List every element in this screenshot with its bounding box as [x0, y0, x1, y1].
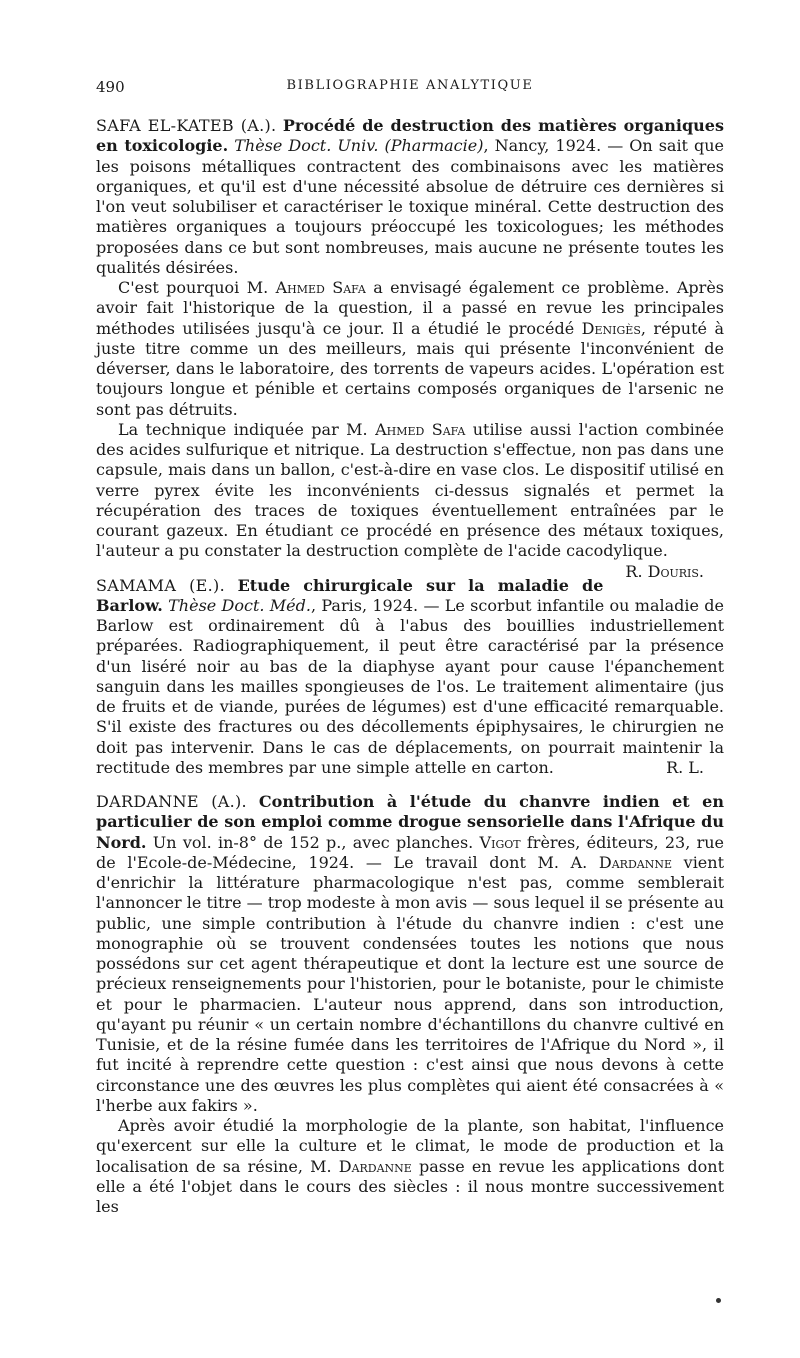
entry-title: Etude chirurgicale sur la maladie de Barlow.	[96, 575, 604, 615]
ink-dot	[716, 1298, 721, 1303]
review-entry	[96, 792, 724, 1217]
signature-initial: R.	[625, 561, 648, 581]
reviewer-signature: R. L.	[666, 757, 704, 777]
entry-text: La technique indiquée par M.	[118, 419, 376, 439]
page-number: 490	[96, 78, 125, 96]
entry-citation: Thèse Doct. Univ. (Pharmacie)	[234, 136, 484, 156]
running-head	[96, 78, 724, 104]
entry-paragraph	[96, 1116, 724, 1217]
entry-text: passe en revue les applications dont elle a été l'objet dans le cours des siècles : il nous montre successivement les	[96, 1156, 725, 1216]
entry-text: utilise aussi l'action combinée des acides sulfurique et nitrique. La destruction s'effectue, non pas dans une capsule, mais dans un ballon, c'est-à-dire en vase clos. Le dispositif utilisé en verre pyrex évite les inconvénients ci-dessus signalés et permet la récupération des traces de toxiques éventuellement entraînées par le courant gazeux. En étudiant ce procédé en présence des métaux toxiques, l'auteur a pu constater la destruction complète de l'acide cacodylique.	[96, 419, 725, 561]
person-name: Denigès	[581, 318, 641, 338]
entry-paragraph	[96, 792, 724, 1116]
entry-paragraph	[96, 576, 724, 779]
running-title: BIBLIOGRAPHIE ANALYTIQUE	[286, 78, 534, 93]
entry-author: SAMAMA (E.).	[96, 575, 225, 595]
entry-paragraph	[96, 419, 725, 581]
review-entry	[96, 576, 724, 779]
entry-text: vient d'enrichir la littérature pharmacologique n'est pas, comme semblerait l'annoncer le titre — trop modeste à mon avis — sous lequel il se présente au public, une simple contribution à l'étude du chanvre indien : c'est une monographie où se trouvent condensées toutes les notions que nous possédons sur cet agent thérapeutique et dont la lecture est une source de précieux renseignements pour l'historien, pour le botaniste, pour le chimiste et pour le pharmacien. L'auteur nous apprend, dans son introduction, qu'ayant pu réunir « un certain nombre d'échantillons du chanvre cultivé en Tunisie, et de la résine fumée dans les territoires de l'Afrique du Nord », il fut incité à reprendre cette question : c'est ainsi que nous devons à cette circonstance une des œuvres les plus complètes qui aient été consacrées à « l'herbe aux fakirs ».	[96, 852, 725, 1115]
person-name: Ahmed Safa	[275, 278, 366, 297]
entry-text: C'est pourquoi M.	[118, 278, 276, 297]
entry-text: a envisagé également ce problème. Après avoir fait l'historique de la question, il a passé en revue les principales méthodes utilisées jusqu'à ce jour. Il a étudié le procédé	[96, 278, 725, 338]
entry-citation-details: , Paris, 1924. —	[310, 595, 445, 615]
entry-title: Contribution à l'étude du chanvre indien et en particulier de son emploi comme drogue sensorielle dans l'Afrique du Nord.	[96, 792, 724, 852]
entry-paragraph	[96, 278, 724, 420]
person-name: Ahmed Safa	[375, 419, 466, 439]
entry-text: frères, éditeurs, 23, rue de l'Ecole-de-Médecine, 1924. — Le travail dont M.	[96, 832, 724, 872]
entry-text: On sait que les poisons métalliques contractent des combinaisons avec les matières organiques, et qu'il est d'une nécessité absolue de détruire ces dernières si l'on veut solubiliser et caractériser le toxique minéral. Cette destruction des matières organiques a toujours préoccupé les toxicologues; les méthodes proposées dans ce but sont nombreuses, mais aucune ne présente toutes les qualités désirées.	[96, 136, 725, 277]
person-name: Dardanne	[338, 1156, 412, 1176]
signature-name: Douris.	[647, 561, 704, 581]
entry-author: DARDANNE (A.).	[96, 792, 247, 811]
entry-title: Procédé de destruction des matières organiques en toxicologie.	[96, 116, 724, 156]
entry-paragraph	[96, 116, 724, 278]
entry-citation: Thèse Doct. Méd.	[168, 595, 311, 615]
entry-text: Après avoir étudié la morphologie de la plante, son habitat, l'influence qu'exercent sur elle la culture et le climat, le mode de production et la localisation de sa résine, M.	[96, 1116, 724, 1176]
publisher-name: Vigot	[479, 832, 521, 852]
entry-text: Un vol. in-8° de 152 p., avec planches.	[146, 832, 480, 852]
person-name: A. Dardanne	[570, 852, 673, 872]
entry-text: , réputé à juste titre comme un des meilleurs, mais qui présente l'inconvénient de déverser, dans le laboratoire, des torrents de vapeurs acides. L'opération est toujours longue et pénible et certains composés organiques de l'arsenic ne sont pas détruits.	[96, 318, 724, 419]
reviewer-signature	[603, 562, 704, 582]
entry-text: Le scorbut infantile ou maladie de Barlow est ordinairement dû à l'abus des bouillies industriellement préparées. Radiographiquement, il peut être caractérisé par la présence d'un liséré noir au bas de la diaphyse ayant pour cause l'épanchement sanguin dans les mailles spongieuses de l'os. Le traitement alimentaire (jus de fruits et de viande, purées de légumes) est d'une efficacité remarquable. S'il existe des fractures ou des décollements épiphysaires, le chirurgien ne doit pas intervenir. Dans le cas de déplacements, on pourrait maintenir la rectitude des membres par une simple attelle en carton.	[96, 595, 724, 777]
review-list	[96, 116, 724, 1231]
entry-citation-details: , Nancy, 1924. —	[483, 136, 630, 156]
entry-author: SAFA EL-KATEB (A.).	[96, 116, 277, 135]
review-entry	[96, 116, 725, 581]
